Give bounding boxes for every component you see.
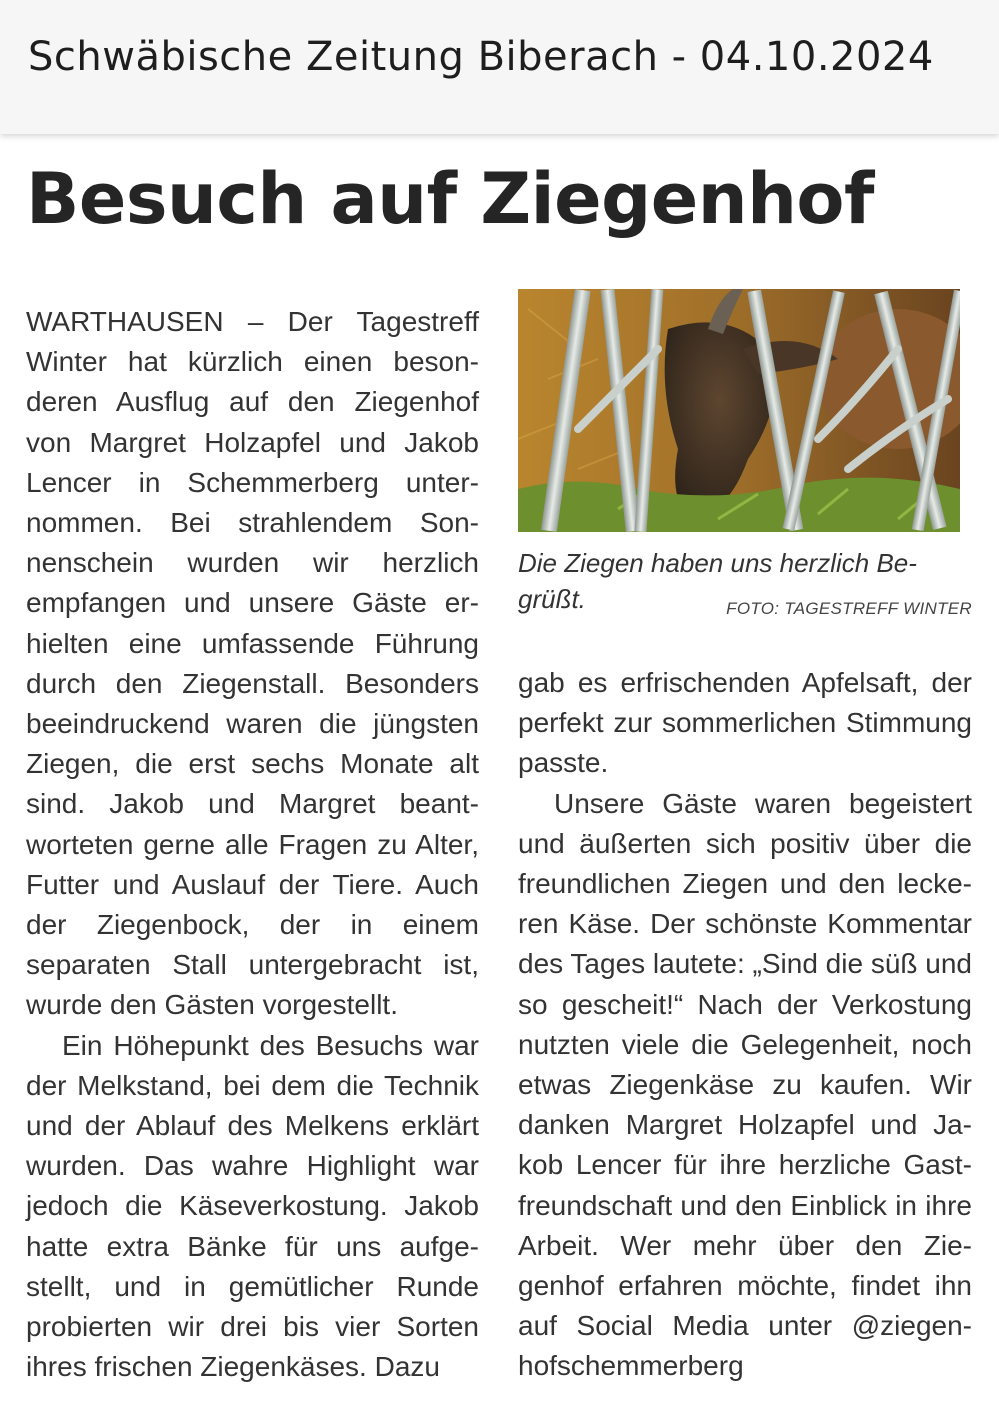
photo-credit: FOTO: TAGESTREFF WINTER (726, 599, 972, 618)
article-paragraph: gab es erfrischenden Apfelsaft, der perfekt zur sommerlichen Stimmung passte. (518, 667, 972, 779)
goat-photo (518, 289, 960, 532)
source-bar (0, 0, 999, 134)
publication-source: Schwäbische Zeitung Biberach - 04.10.2024 (28, 34, 934, 80)
photo-caption: Die Ziegen haben uns herzlich Begrüßt. (518, 548, 917, 614)
article-column-right (518, 663, 972, 1387)
article-column-left (26, 302, 479, 1387)
article-paragraph: Unsere Gäste waren begeistert und äußerten sich positiv über die freundlichen Ziegen und den leckeren Käse. Der schönste Kommentar des Tages lautete: „Sind die süß und so gescheit!“ Nach der Verkostung nutzten viele die Gelegenheit, noch etwas Ziegenkäse zu kaufen. Wir danken Margret Holzapfel und Jakob Lencer für ihre herzliche Gastfreundschaft und den Einblick in ihre Arbeit. Wer mehr über den Ziegenhof erfahren möchte, findet ihn auf Social Media unter @ziegenhofschemmerberg (518, 787, 973, 1382)
article-paragraph: WARTHAUSEN – Der Tagestreff Winter hat kürzlich einen besonderen Ausflug auf den Ziegenhof von Margret Holzapfel und Jakob Lencer in Schemmerberg unternommen. Bei strahlendem Sonnenschein wurden wir herzlich empfangen und unsere Gäste erhielten eine umfassende Führung durch den Ziegenstall. Besonders beeindruckend waren die jüngsten Ziegen, die erst sechs Monate alt sind. Jakob und Margret beantworteten gerne alle Fragen zu Alter, Futter und Auslauf der Tiere. Auch der Ziegenbock, der in einem separaten Stall untergebracht ist, wurde den Gästen vorgestellt. (26, 306, 479, 1021)
photo-caption-block (518, 545, 972, 617)
article-headline: Besuch auf Ziegenhof (26, 158, 874, 240)
article-paragraph: Ein Höhepunkt des Besuchs war der Melkstand, bei dem die Technik und der Ablauf des Melkens erklärt wurden. Das wahre Highlight war jedoch die Käseverkostung. Jakob hatte extra Bänke für uns aufgestellt, und in gemütlicher Runde probierten wir drei bis vier Sorten ihres frischen Ziegenkäses. Dazu (26, 1029, 479, 1383)
